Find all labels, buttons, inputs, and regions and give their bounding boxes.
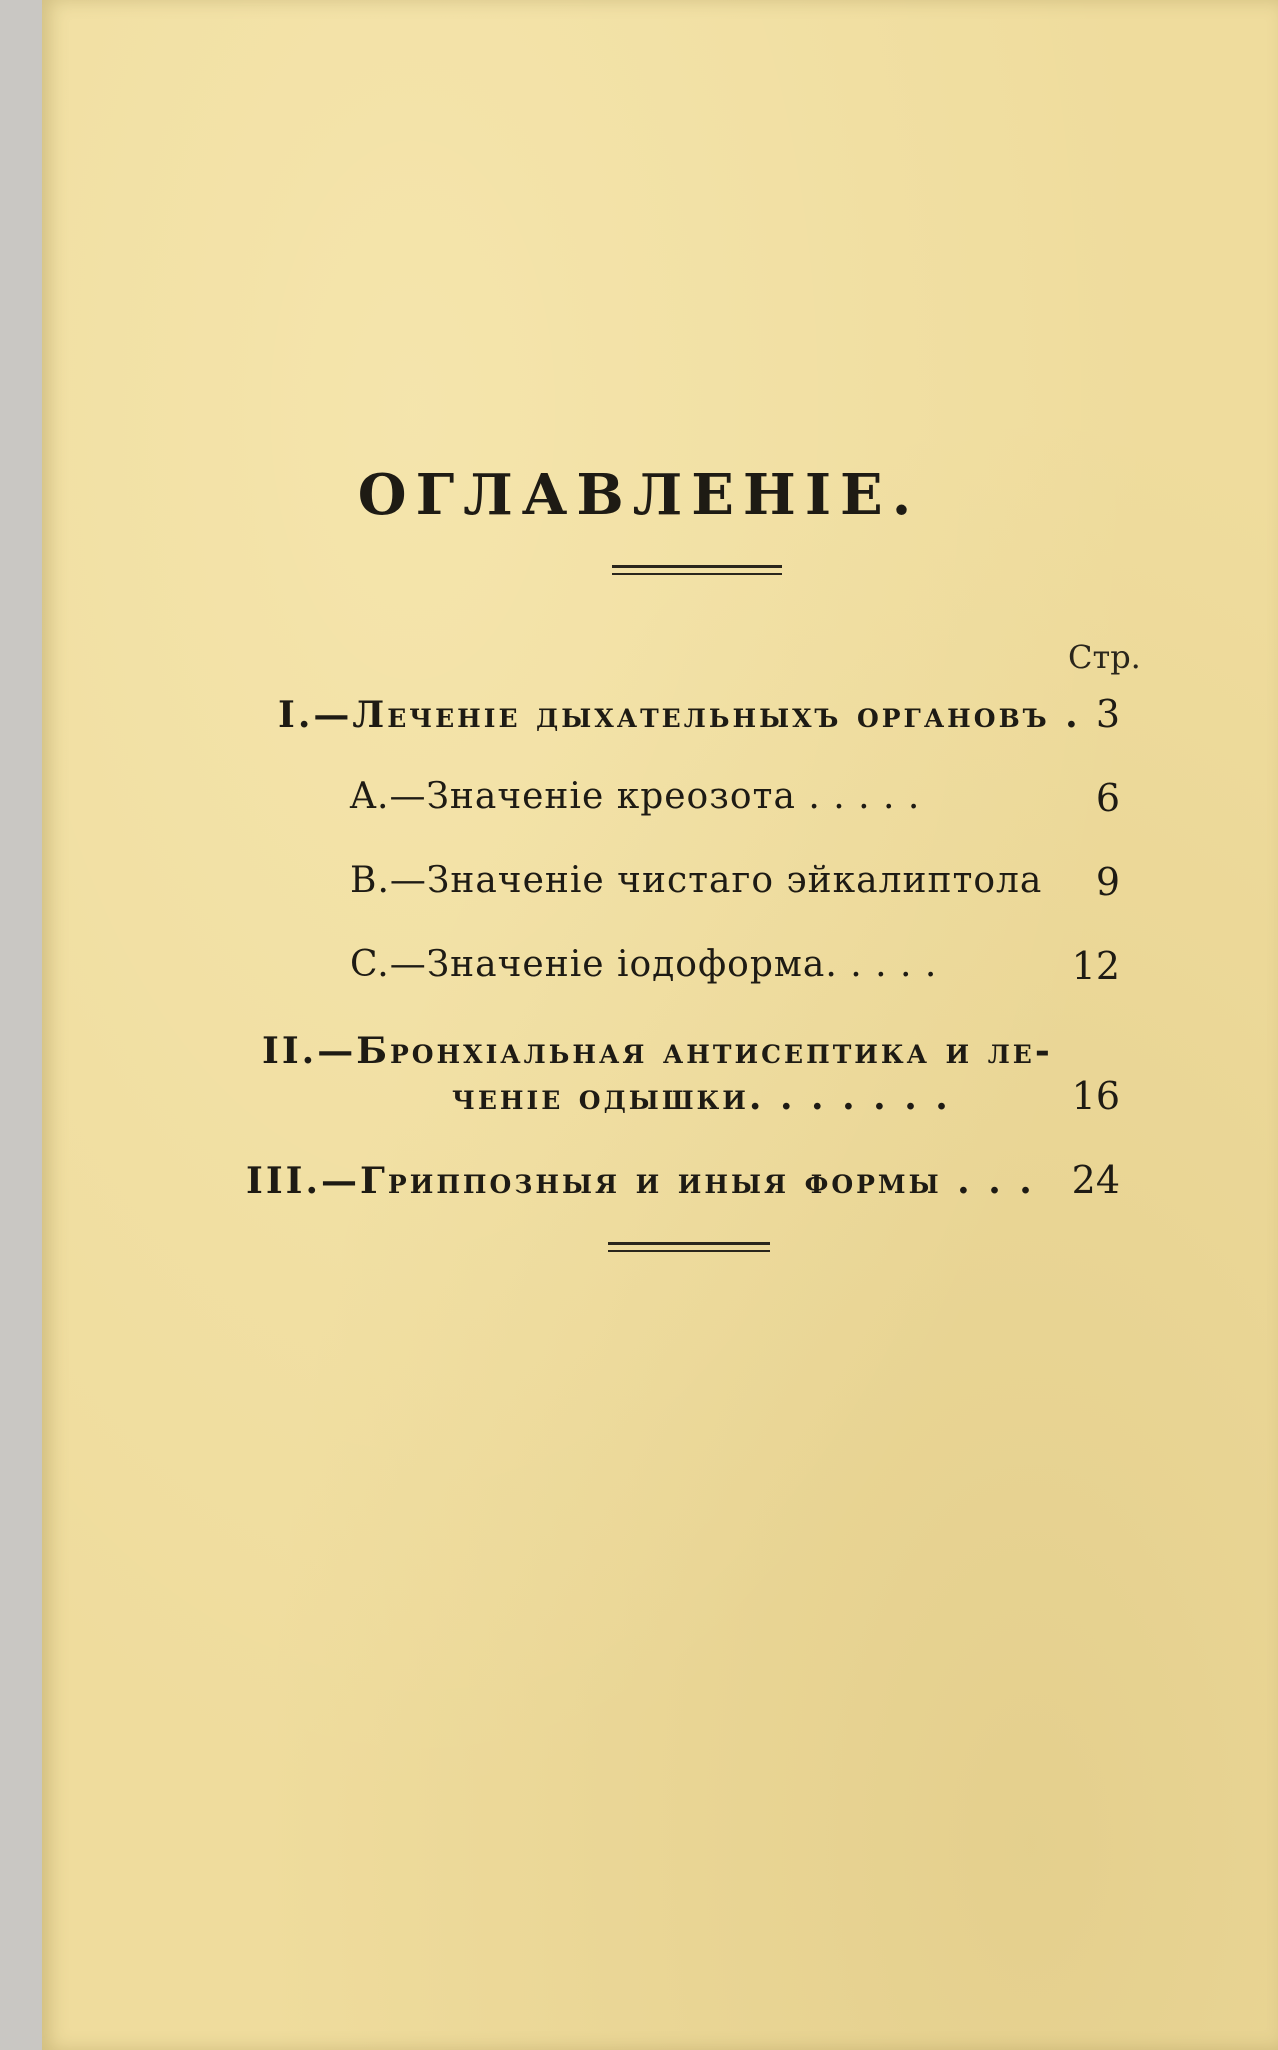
toc-page-3: 24 [1071, 1158, 1120, 1202]
toc-page-b: 9 [1095, 860, 1120, 904]
toc-page-2: 16 [1071, 1074, 1120, 1118]
page-column-header: Стр. [1068, 638, 1141, 676]
toc-entry-a: A.—Значеніе креозота . . . . . [350, 776, 921, 817]
book-page [42, 0, 1278, 2050]
toc-page-1: 3 [1095, 692, 1120, 736]
toc-entry-c: C.—Значеніе іодоформа. . . . . [350, 944, 938, 985]
end-rule-bottom [608, 1250, 770, 1252]
page-title: ОГЛАВЛЕНІЕ. [357, 462, 921, 528]
title-rule-bottom [612, 573, 782, 575]
title-rule-top [612, 565, 782, 568]
toc-page-a: 6 [1095, 776, 1120, 820]
toc-entry-2-line2: ченіе одышки. . . . . . . [452, 1076, 951, 1118]
toc-page-c: 12 [1071, 944, 1120, 988]
toc-entry-b: B.—Значеніе чистаго эйкалиптола [350, 860, 1043, 901]
toc-entry-1: I.—Леченіе дыхательныхъ органовъ . [278, 694, 1081, 736]
end-rule-top [608, 1242, 770, 1245]
toc-entry-2-line1: II.—Бронхіальная антисептика и ле- [262, 1030, 1053, 1072]
toc-entry-3: III.—Гриппозныя и иныя формы . . . [246, 1160, 1035, 1202]
